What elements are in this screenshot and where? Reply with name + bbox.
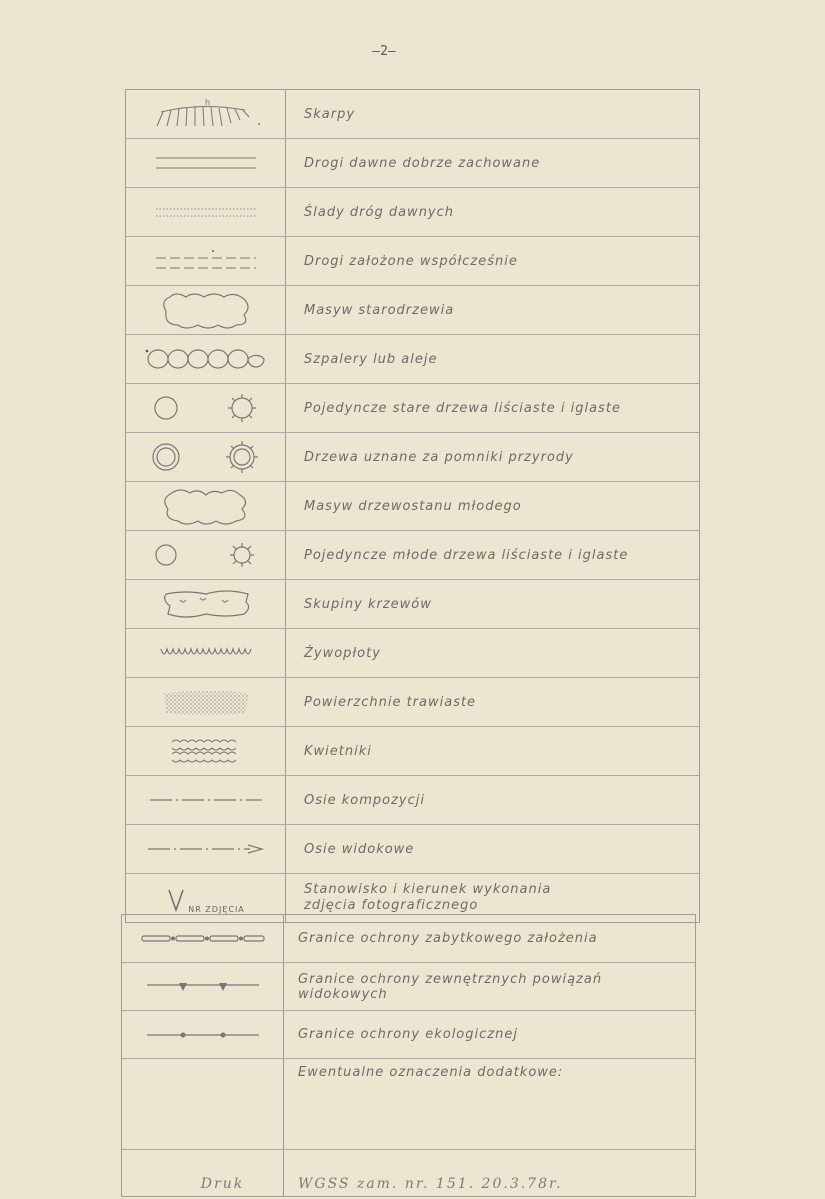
- legend-label: Kwietniki: [304, 743, 372, 759]
- legend-label: Granice ochrony ekologicznej: [298, 1027, 518, 1042]
- legend-label-line2: zdjęcia fotograficznego: [304, 898, 479, 913]
- legend-label: Szpalery lub aleje: [304, 351, 438, 367]
- legend-label-line1: Stanowisko i kierunek wykonania: [304, 882, 552, 897]
- legend-row: [126, 286, 699, 335]
- monument-protection-boundary-symbol-icon: [122, 915, 284, 962]
- legend-row: [126, 531, 699, 580]
- legend-row: [126, 678, 699, 727]
- legend-label: Drzewa uznane za pomniki przyrody: [304, 449, 574, 465]
- escarpment-symbol-icon: [126, 90, 286, 138]
- external-view-protection-boundary-symbol-icon: [122, 963, 284, 1010]
- legend-label: Powierzchnie trawiaste: [304, 694, 477, 710]
- boundary-legend-table: [121, 914, 696, 1197]
- legend-label: Osie kompozycji: [304, 792, 425, 808]
- legend-label: Pojedyncze stare drzewa liściaste i iglaste: [304, 400, 621, 416]
- legend-row: [126, 139, 699, 188]
- shrub-groups-symbol-icon: [126, 580, 286, 628]
- legend-label: Skupiny krzewów: [304, 596, 432, 612]
- single-old-trees-symbol-icon: [126, 384, 286, 432]
- monument-trees-symbol-icon: [126, 433, 286, 481]
- dashed-double-line-symbol-icon: [126, 237, 286, 285]
- printing-note-left: [122, 1150, 284, 1196]
- legend-row: [126, 580, 699, 629]
- legend-label: Masyw drzewostanu młodego: [304, 498, 522, 514]
- page-number: —2—: [372, 44, 396, 59]
- svg-text:h: h: [204, 98, 210, 107]
- legend-row: [126, 629, 699, 678]
- legend-row: [122, 963, 695, 1011]
- legend-label: Granice ochrony zabytkowego założenia: [298, 931, 598, 946]
- legend-row: [122, 1150, 695, 1196]
- additional-markings-label: Ewentualne oznaczenia dodatkowe:: [298, 1065, 564, 1080]
- composition-axis-symbol-icon: [126, 776, 286, 824]
- legend-row: [126, 825, 699, 874]
- tree-row-symbol-icon: [126, 335, 286, 383]
- legend-row: [122, 1011, 695, 1059]
- hedge-symbol-icon: [126, 629, 286, 677]
- symbol-legend-table: [125, 89, 700, 923]
- legend-label: Żywopłoty: [304, 645, 381, 661]
- handwritten-note: Druk: [200, 1176, 245, 1192]
- legend-label: Skarpy: [304, 106, 356, 122]
- legend-label: Pojedyncze młode drzewa liściaste i iglaste: [304, 547, 629, 563]
- legend-row: [126, 727, 699, 776]
- legend-label: Ślady dróg dawnych: [304, 204, 455, 220]
- old-tree-mass-symbol-icon: [126, 286, 286, 334]
- handwritten-note: WGSS zam. nr. 151. 20.3.78r.: [298, 1176, 563, 1192]
- legend-row: [126, 188, 699, 237]
- empty-symbol-cell: [122, 1059, 284, 1149]
- legend-label: Masyw starodrzewia: [304, 302, 455, 318]
- legend-row: [126, 237, 699, 286]
- legend-label: Drogi dawne dobrze zachowane: [304, 155, 541, 171]
- legend-row: [122, 915, 695, 963]
- single-young-trees-symbol-icon: [126, 531, 286, 579]
- view-axis-symbol-icon: [126, 825, 286, 873]
- legend-row: [122, 1059, 695, 1150]
- legend-label: Osie widokowe: [304, 841, 415, 857]
- legend-row: [126, 482, 699, 531]
- flowerbed-symbol-icon: [126, 727, 286, 775]
- dotted-line-symbol-icon: [126, 188, 286, 236]
- printing-note-right: [284, 1150, 695, 1196]
- grass-area-symbol-icon: [126, 678, 286, 726]
- legend-row: [126, 433, 699, 482]
- legend-row: [126, 90, 699, 139]
- double-line-symbol-icon: [126, 139, 286, 187]
- legend-row: [126, 776, 699, 825]
- legend-row: [126, 335, 699, 384]
- young-stand-mass-symbol-icon: [126, 482, 286, 530]
- legend-label: Granice ochrony zewnętrznych powiązań widokowych: [298, 971, 603, 1002]
- legend-row: [126, 384, 699, 433]
- photo-number-text: NR ZDJĘCIA: [188, 905, 245, 914]
- ecological-protection-boundary-symbol-icon: [122, 1011, 284, 1058]
- legend-label: Drogi założone współcześnie: [304, 253, 518, 269]
